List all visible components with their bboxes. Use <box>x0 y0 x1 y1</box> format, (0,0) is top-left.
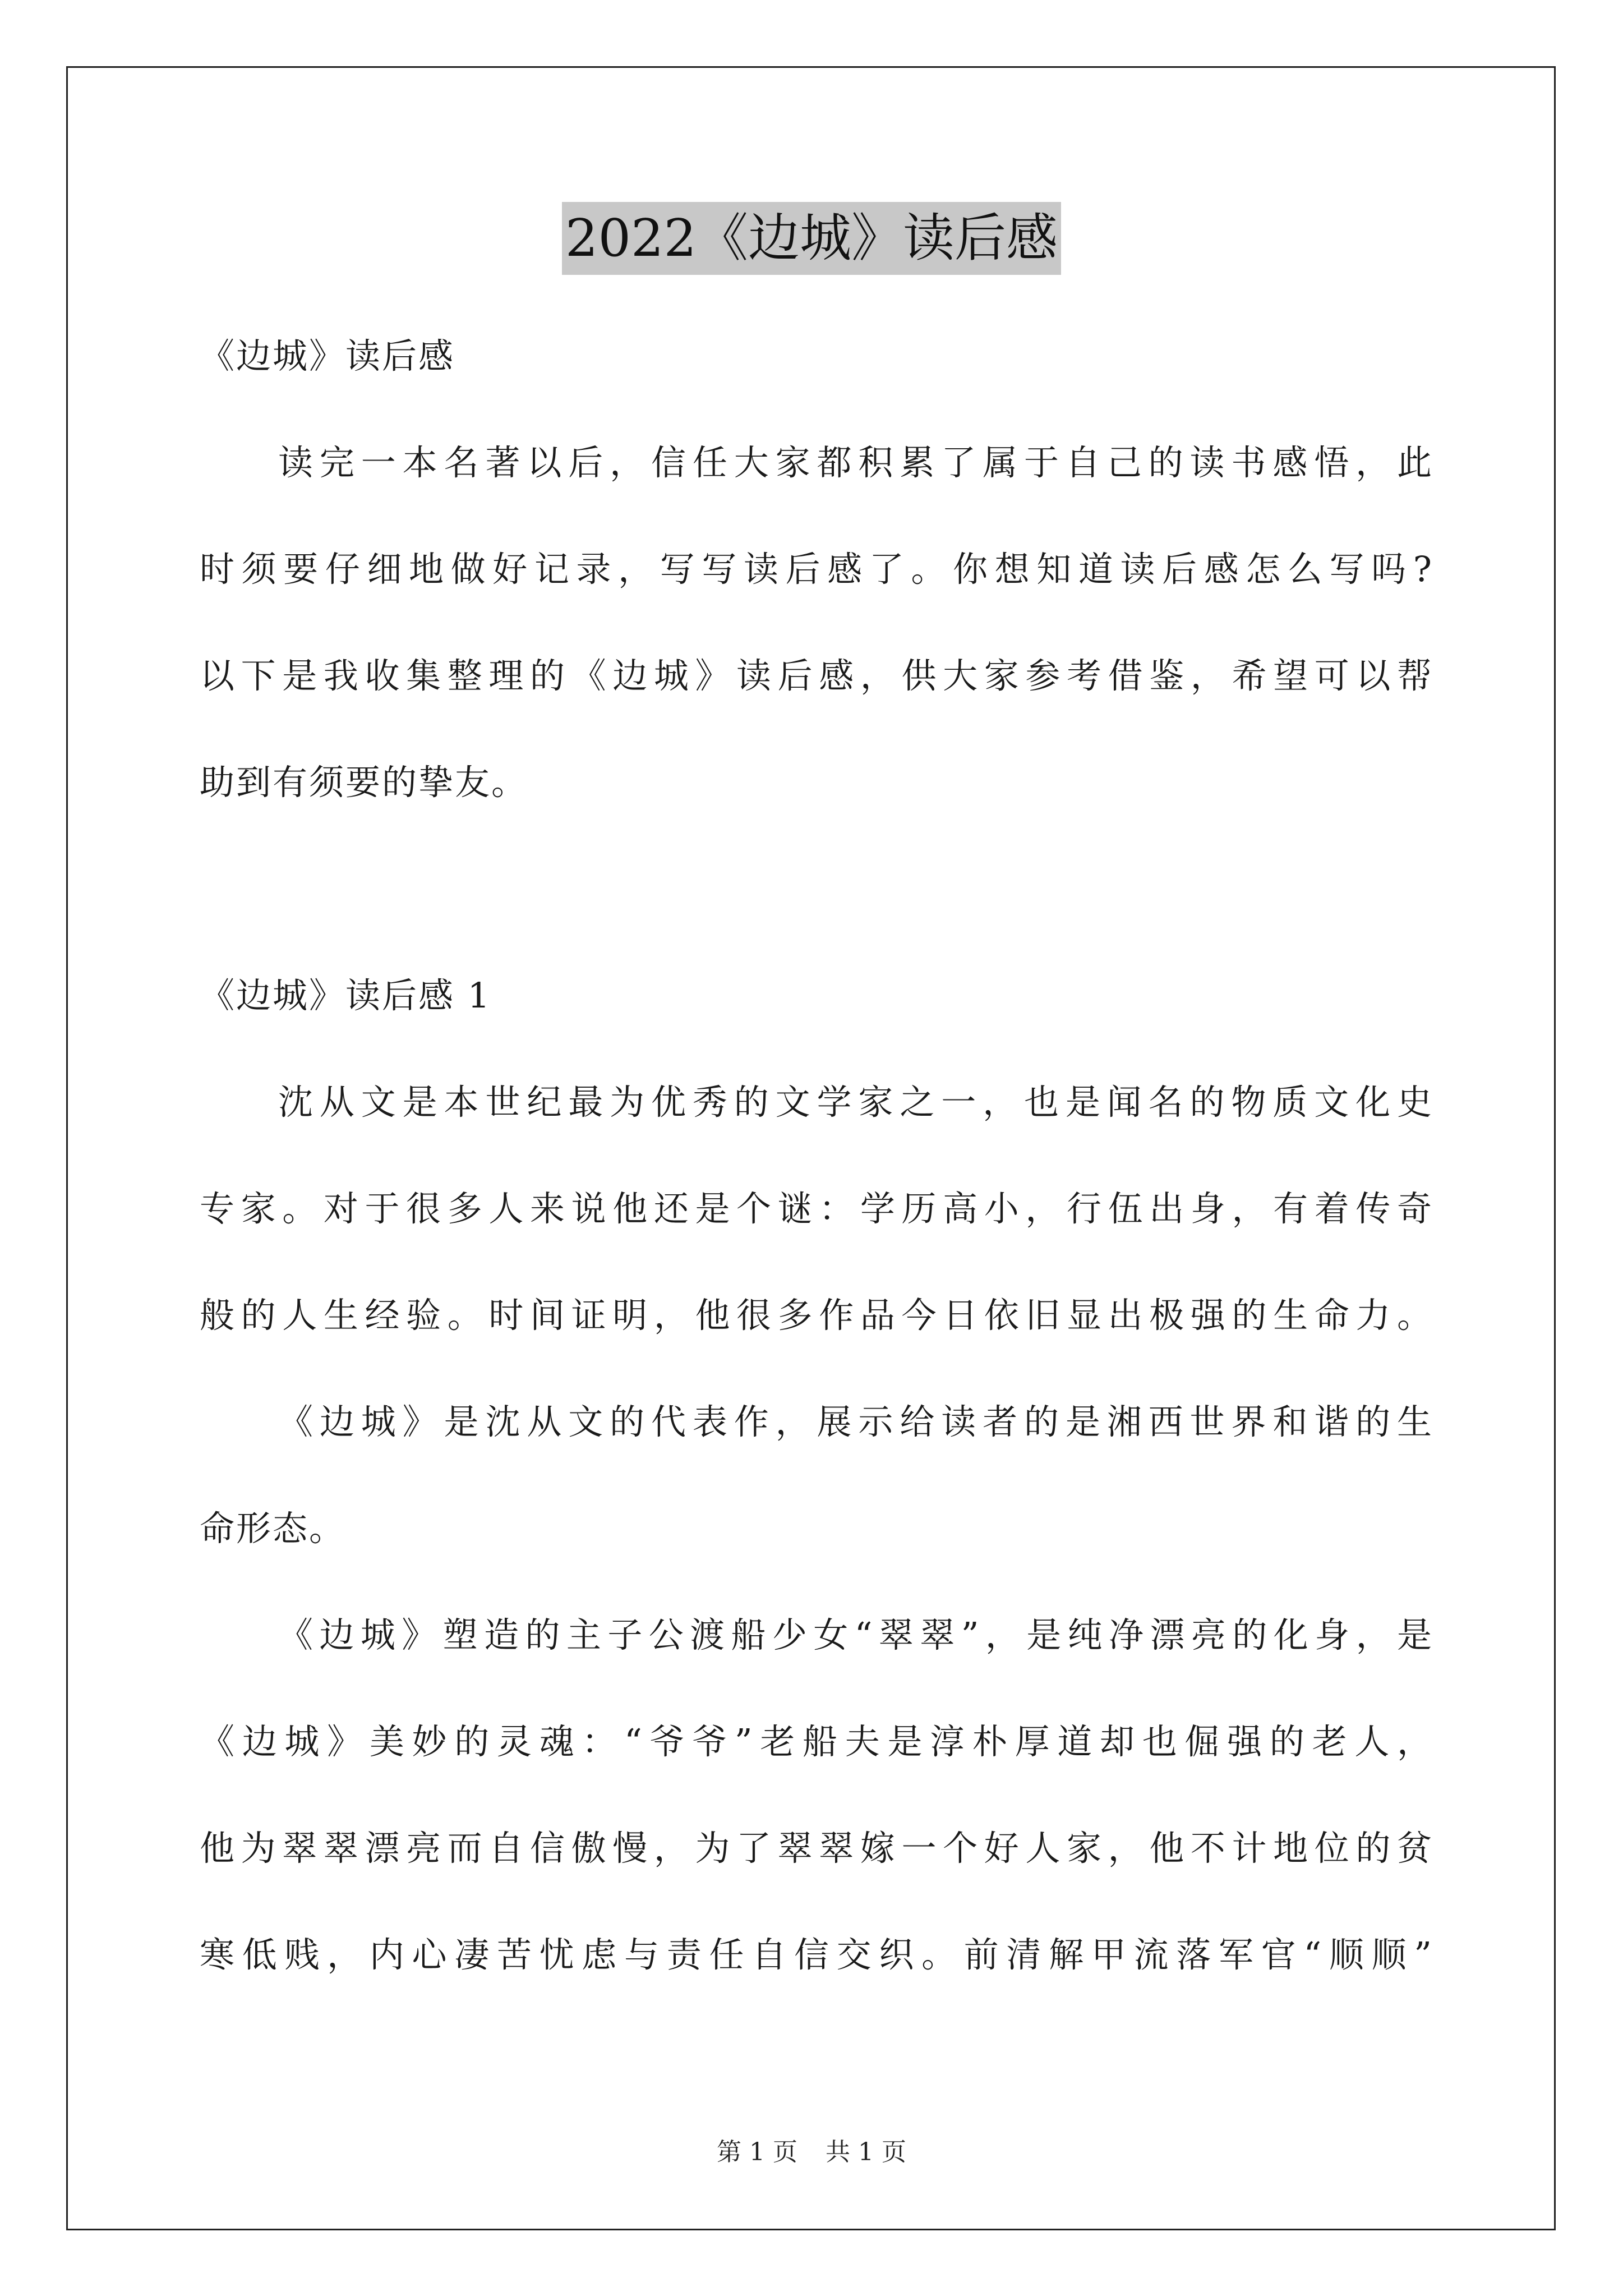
intro-line: 以下是我收集整理的《边城》读后感，供大家参考借鉴，希望可以帮 <box>200 655 1433 696</box>
paragraph-line: 命形态。 <box>200 1508 346 1549</box>
intro-line: 时须要仔细地做好记录，写写读后感了。你想知道读后感怎么写吗? <box>200 549 1433 590</box>
paragraph-line: 般的人生经验。时间证明，他很多作品今日依旧显出极强的生命力。 <box>200 1295 1433 1336</box>
document-subtitle: 《边城》读后感 <box>200 335 455 376</box>
paragraph-line: 寒低贱，内心凄苦忧虑与责任自信交织。前清解甲流落军官“顺顺” <box>200 1934 1433 1975</box>
title-container <box>0 202 1623 275</box>
page-number: 第 1 页 <box>717 2138 797 2166</box>
intro-line: 助到有须要的挚友。 <box>200 762 528 803</box>
paragraph-line: 《边城》是沈从文的代表作，展示给读者的是湘西世界和谐的生 <box>278 1401 1433 1442</box>
spacer <box>200 836 1433 942</box>
paragraph-line: 沈从文是本世纪最为优秀的文学家之一，也是闻名的物质文化史 <box>278 1082 1433 1122</box>
paragraph-line: 《边城》美妙的灵魂：“爷爷”老船夫是淳朴厚道却也倔强的老人， <box>200 1721 1433 1762</box>
paragraph-line: 专家。对于很多人来说他还是个谜：学历高小，行伍出身，有着传奇 <box>200 1188 1433 1229</box>
page-footer <box>0 2132 1623 2168</box>
intro-line: 读完一本名著以后，信任大家都积累了属于自己的读书感悟，此 <box>278 442 1433 483</box>
paragraph-line: 他为翠翠漂亮而自信傲慢，为了翠翠嫁一个好人家，他不计地位的贫 <box>200 1828 1433 1869</box>
document-title: 2022《边城》读后感 <box>562 202 1061 275</box>
section-heading: 《边城》读后感 1 <box>200 975 492 1016</box>
paragraph-line: 《边城》塑造的主子公渡船少女“翠翠”，是纯净漂亮的化身，是 <box>278 1614 1433 1655</box>
page-total: 共 1 页 <box>826 2138 906 2166</box>
document-body <box>200 303 1433 2008</box>
